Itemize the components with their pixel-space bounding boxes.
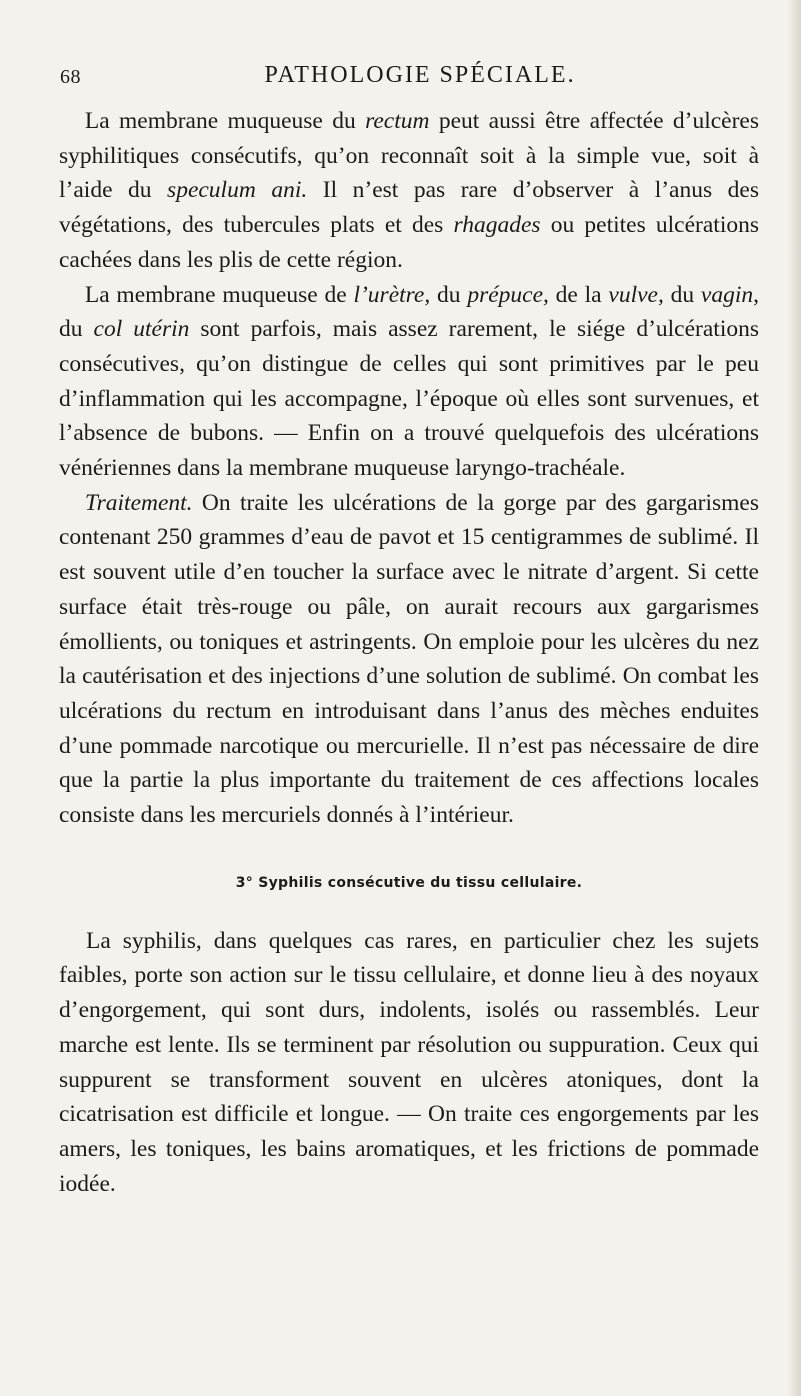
paragraph-traitement: Traitement. On traite les ulcérations de la gorge par des gargarismes contenant 250 grammes d’eau de pavot et 15 centigrammes de sublimé. Il est souvent utile d’en toucher la surface avec le nitrate d’argent. Si cette surface était très-rouge ou pâle, on aurait recours aux gargarismes émollients, ou toniques et astringents. On emploie pour les ulcères du nez la cautérisation et des injections d’une solution de sublimé. On combat les ulcérations du rectum en introduisant dans l’anus des mèches enduites d’une pommade narcotique ou mercurielle. Il n’est pas nécessaire de dire que la partie la plus importante du traitement de ces affections locales consiste dans les mercuriels donnés à l’intérieur. (59, 489, 759, 829)
section-heading: 3° Syphilis consécutive du tissu cellulaire. (235, 874, 583, 891)
italic-term: vulve, (608, 281, 664, 308)
page-edge-shadow (787, 0, 801, 1396)
page-number: 68 (60, 66, 81, 88)
paragraph-rectum: La membrane muqueuse du rectum peut aussi être affectée d’ulcères syphilitiques consécutifs, qu’on reconnaît soit à la simple vue, soit à l’aide du speculum ani. Il n’est pas rare d’observer à l’anus des végétations, des tubercules plats et des rhagades ou petites ulcérations cachées dans les plis de cette région. (59, 108, 759, 273)
paragraph-tissu-cellulaire: La syphilis, dans quelques cas rares, en particulier chez les sujets faibles, porte son action sur le tissu cellulaire, et donne lieu à des noyaux d’engorgement, qui sont durs, indolents, isolés ou rassemblés. Leur marche est lente. Ils se terminent par résolution ou suppuration. Ceux qui suppurent se transforment souvent en ulcères atoniques, dont la cicatrisation est difficile et longue. — On traite ces engorgements par les amers, les toniques, les bains aromatiques, et les frictions de pommade iodée. (59, 927, 759, 1197)
italic-term: rhagades (453, 212, 541, 239)
italic-term: col utérin (93, 316, 190, 343)
italic-term: Traitement. (84, 489, 193, 516)
running-head: PATHOLOGIE SPÉCIALE. (264, 62, 576, 88)
italic-term: vagin (700, 281, 754, 308)
page-header (60, 62, 760, 96)
italic-term: speculum ani. (167, 177, 308, 204)
italic-term: l’urètre, (353, 281, 431, 308)
body-text (59, 104, 759, 1201)
italic-term: prépuce, (467, 281, 549, 308)
paragraph-urethra: La membrane muqueuse de l’urètre, du prépuce, de la vulve, du vagin, du col utérin sont parfois, mais assez rarement, le siége d’ulcérations consécutives, qu’on distingue de celles qui sont primitives par le peu d’inflammation qui les accompagne, l’époque où elles sont survenues, et l’absence de bubons. — Enfin on a trouvé quelquefois des ulcérations vénériennes dans la membrane muqueuse laryngo-trachéale. (59, 281, 760, 482)
italic-term: rectum (365, 108, 430, 134)
